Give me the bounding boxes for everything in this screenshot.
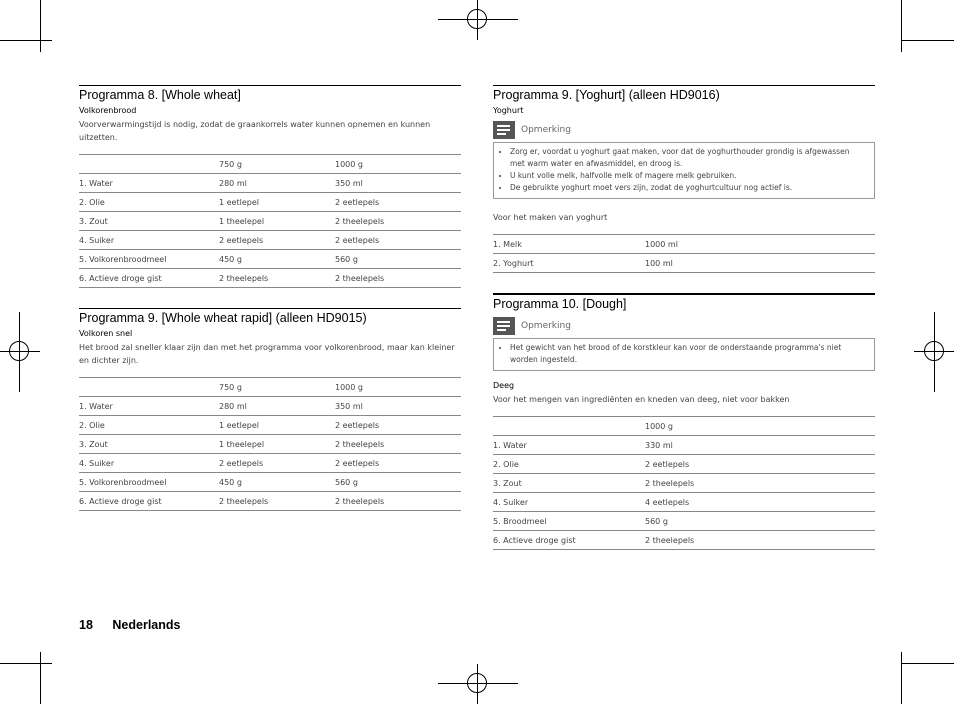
cell: 3. Zout [493,474,645,493]
table-header-row [79,155,461,174]
header-cell [79,378,219,397]
section-subtitle: Volkorenbrood [79,106,137,115]
cell: 1 theelepel [219,435,335,454]
table-row [493,531,875,550]
section-title: Programma 9. [Whole wheat rapid] (alleen HD9015) [79,311,367,325]
cell: 330 ml [645,436,875,455]
cell: 280 ml [219,174,335,193]
note-title: Opmerking [521,125,571,135]
note-icon [493,317,515,335]
table-row [79,250,461,269]
cell: 2 theelepels [219,492,335,511]
section-subtitle: Deeg [493,381,515,390]
cell: 6. Actieve droge gist [493,531,645,550]
header-cell: 1000 g [335,378,461,397]
ingredients-table [79,377,461,511]
note-item: • De gebruikte yoghurt moet vers zijn, zodat de yoghurtcultuur nog actief is. [510,182,866,194]
table-row [79,397,461,416]
table-row [79,212,461,231]
section-description: Het brood zal sneller klaar zijn dan met het programma voor volkorenbrood, maar kan kleiner en dichter zijn. [79,343,455,365]
cell: 560 g [645,512,875,531]
cell: 2. Olie [79,193,219,212]
cell: 100 ml [645,254,875,273]
cell: 2 eetlepels [335,454,461,473]
note-block [493,121,875,199]
header-cell: 750 g [219,155,335,174]
section-prog9 [79,308,461,511]
cell: 5. Volkorenbroodmeel [79,250,219,269]
cell: 2 eetlepels [335,231,461,250]
section-title: Programma 9. [Yoghurt] (alleen HD9016) [493,88,720,102]
table-row [79,454,461,473]
cell: 2 eetlepels [645,455,875,474]
table-header-row [79,378,461,397]
cell: 1. Water [79,397,219,416]
cell: 2. Olie [79,416,219,435]
cell: 2 theelepels [335,492,461,511]
table-row [493,235,875,254]
cell: 2. Olie [493,455,645,474]
cell: 350 ml [335,174,461,193]
table-row [79,435,461,454]
section-description: Voor het mengen van ingrediënten en kneden van deeg, niet voor bakken [493,395,790,404]
ingredients-table [493,416,875,550]
note-item: • U kunt volle melk, halfvolle melk of magere melk gebruiken. [510,170,866,182]
section-subtitle: Yoghurt [493,106,524,115]
cell: 4. Suiker [493,493,645,512]
cell: 6. Actieve droge gist [79,492,219,511]
section-description: Voor het maken van yoghurt [493,213,608,222]
section-dough [493,293,875,550]
cell: 1 eetlepel [219,193,335,212]
cell: 560 g [335,473,461,492]
table-row [493,493,875,512]
cell: 2 eetlepels [219,231,335,250]
table-row [79,416,461,435]
cell: 2 theelepels [335,435,461,454]
section-title: Programma 8. [Whole wheat] [79,88,241,102]
section-yoghurt [493,85,875,273]
section-title: Programma 10. [Dough] [493,297,627,311]
cell: 5. Broodmeel [493,512,645,531]
section-description: Voorverwarmingstijd is nodig, zodat de graankorrels water kunnen opnemen en kunnen uitzetten. [79,120,431,142]
header-cell: 1000 g [645,417,875,436]
cell: 1. Water [79,174,219,193]
header-cell: 750 g [219,378,335,397]
cell: 1. Water [493,436,645,455]
page-number: 18 [79,618,93,632]
cell: 2 eetlepels [219,454,335,473]
cell: 1 eetlepel [219,416,335,435]
cell: 450 g [219,250,335,269]
table-row [79,269,461,288]
table-row [493,512,875,531]
note-icon [493,121,515,139]
cell: 1. Melk [493,235,645,254]
cell: 3. Zout [79,212,219,231]
table-row [79,193,461,212]
ingredients-table [79,154,461,288]
left-column [79,85,461,511]
cell: 3. Zout [79,435,219,454]
table-row [79,231,461,250]
cell: 450 g [219,473,335,492]
table-row [79,174,461,193]
section-subtitle: Volkoren snel [79,329,133,338]
note-block [493,317,875,371]
note-item: • Zorg er, voordat u yoghurt gaat maken, voor dat de yoghurthouder grondig is afgewassen met warm water en afwasmiddel, en droog is. [510,146,866,170]
cell: 5. Volkorenbroodmeel [79,473,219,492]
cell: 4 eetlepels [645,493,875,512]
ingredients-table [493,234,875,273]
cell: 2 eetlepels [335,193,461,212]
header-cell [493,417,645,436]
cell: 4. Suiker [79,454,219,473]
table-row [493,254,875,273]
table-header-row [493,417,875,436]
section-prog8 [79,85,461,288]
cell: 2 theelepels [219,269,335,288]
note-item: • Het gewicht van het brood of de korstkleur kan voor de onderstaande programma's niet worden ingesteld. [510,342,866,366]
header-cell: 1000 g [335,155,461,174]
cell: 2. Yoghurt [493,254,645,273]
cell: 6. Actieve droge gist [79,269,219,288]
footer-language: Nederlands [112,618,181,632]
cell: 350 ml [335,397,461,416]
cell: 2 theelepels [335,212,461,231]
table-row [493,455,875,474]
table-row [79,492,461,511]
table-row [79,473,461,492]
note-box [493,338,875,371]
cell: 1 theelepel [219,212,335,231]
table-row [493,474,875,493]
cell: 2 eetlepels [335,416,461,435]
cell: 560 g [335,250,461,269]
note-title: Opmerking [521,321,571,331]
cell: 2 theelepels [645,531,875,550]
header-cell [79,155,219,174]
table-row [493,436,875,455]
cell: 4. Suiker [79,231,219,250]
cell: 280 ml [219,397,335,416]
right-column [493,85,875,550]
cell: 2 theelepels [335,269,461,288]
cell: 2 theelepels [645,474,875,493]
cell: 1000 ml [645,235,875,254]
page-footer [79,618,180,632]
note-box [493,142,875,199]
